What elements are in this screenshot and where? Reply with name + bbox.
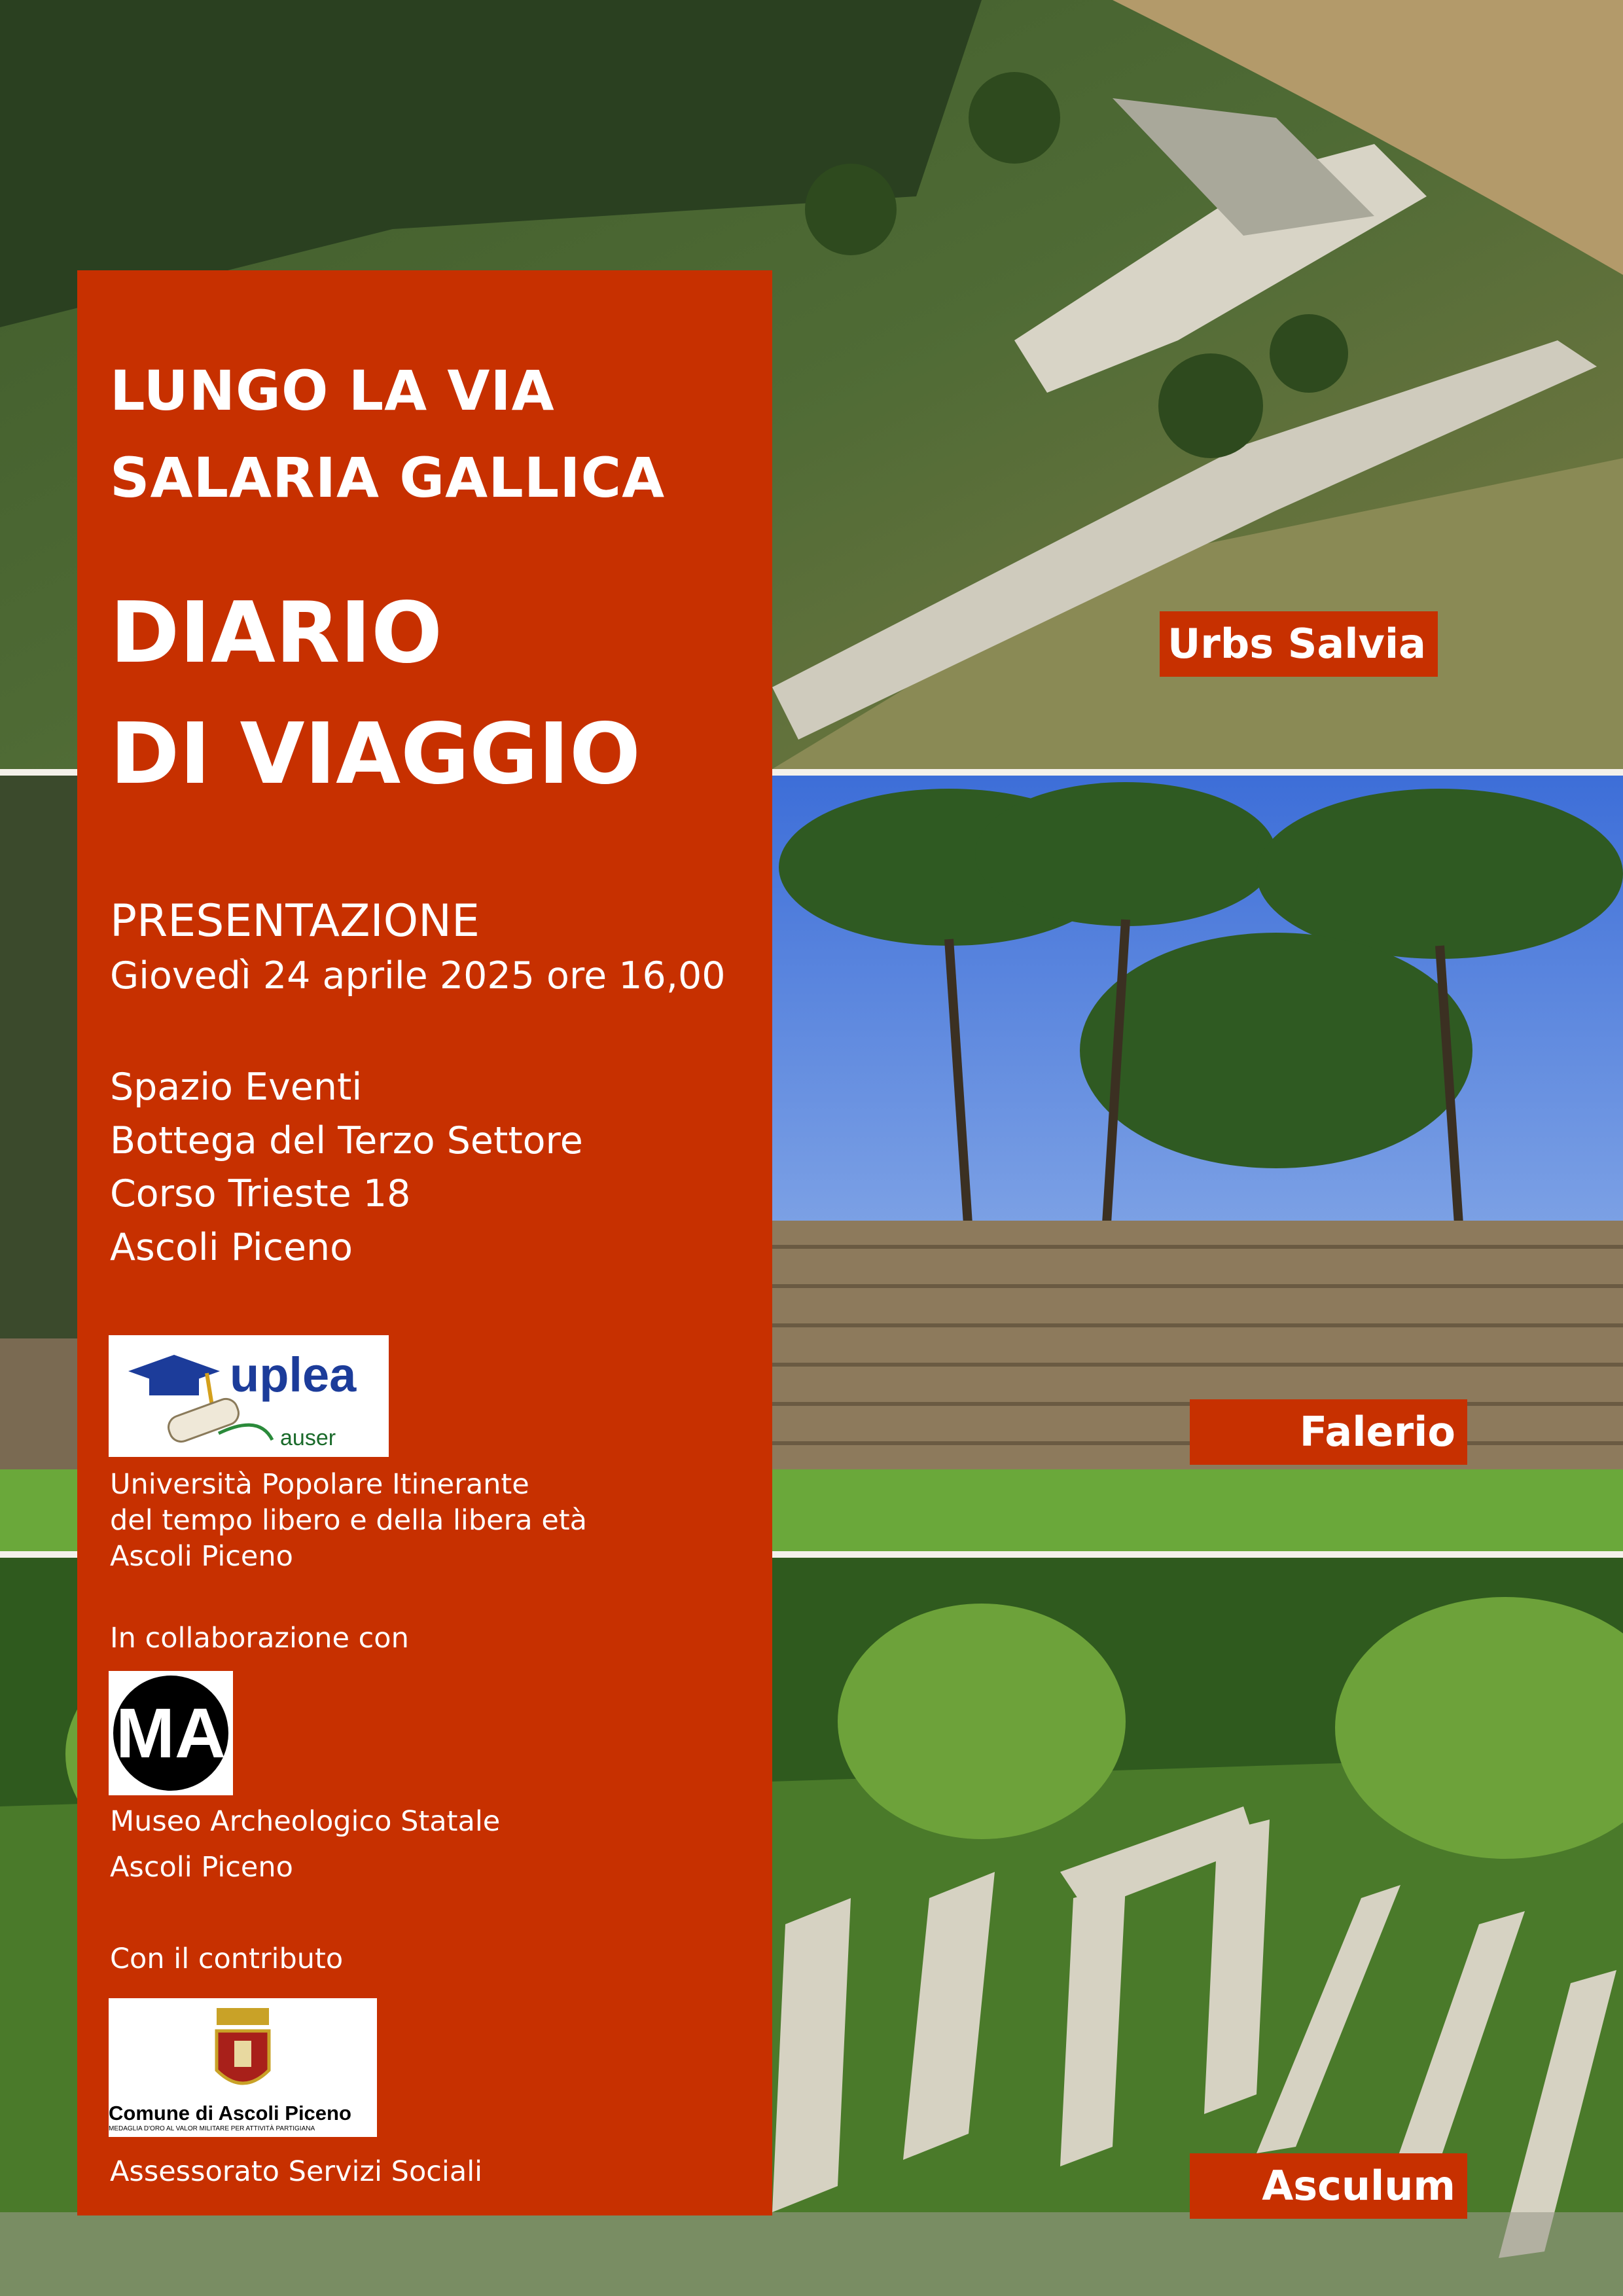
site-label-asculum: Asculum [1190,2153,1467,2219]
museum-line: Museo Archeologico Statale [110,1805,501,1838]
title-line-1: DIARIO [110,584,442,682]
auser-wordmark: auser [280,1426,336,1450]
contribution-intro: Con il contributo [110,1943,344,1975]
heading-line-1: LUNGO LA VIA [110,359,555,423]
collaboration-intro: In collaborazione con [110,1622,409,1655]
title-line-2: DI VIAGGIO [110,706,641,803]
venue-line: Bottega del Terzo Settore [110,1119,583,1162]
uplea-wordmark: uplea [230,1348,357,1402]
site-label-falerio: Falerio [1190,1399,1467,1465]
info-panel [77,270,772,2215]
comune-name: Comune di Ascoli Piceno [109,2102,351,2125]
organizer-line: del tempo libero e della libera età [110,1504,587,1537]
venue-line: Corso Trieste 18 [110,1172,411,1215]
comune-logo [109,1998,377,2137]
event-datetime: Giovedì 24 aprile 2025 ore 16,00 [110,954,726,997]
museum-logo [109,1671,233,1795]
heading-line-2: SALARIA GALLICA [110,446,666,510]
uplea-logo [109,1335,389,1457]
venue-line: Spazio Eventi [110,1066,363,1109]
site-label-urbs-salvia: Urbs Salvia [1160,611,1438,677]
department-line: Assessorato Servizi Sociali [110,2155,483,2188]
comune-motto: MEDAGLIA D'ORO AL VALOR MILITARE PER ATTIVITÀ PARTIGIANA [109,2125,315,2132]
venue-line: Ascoli Piceno [110,1226,353,1269]
museum-logo-letters: MA [116,1693,226,1772]
organizer-line: Ascoli Piceno [110,1540,293,1573]
organizer-line: Università Popolare Itinerante [110,1468,529,1501]
event-label: PRESENTAZIONE [110,895,480,947]
museum-line: Ascoli Piceno [110,1851,293,1884]
